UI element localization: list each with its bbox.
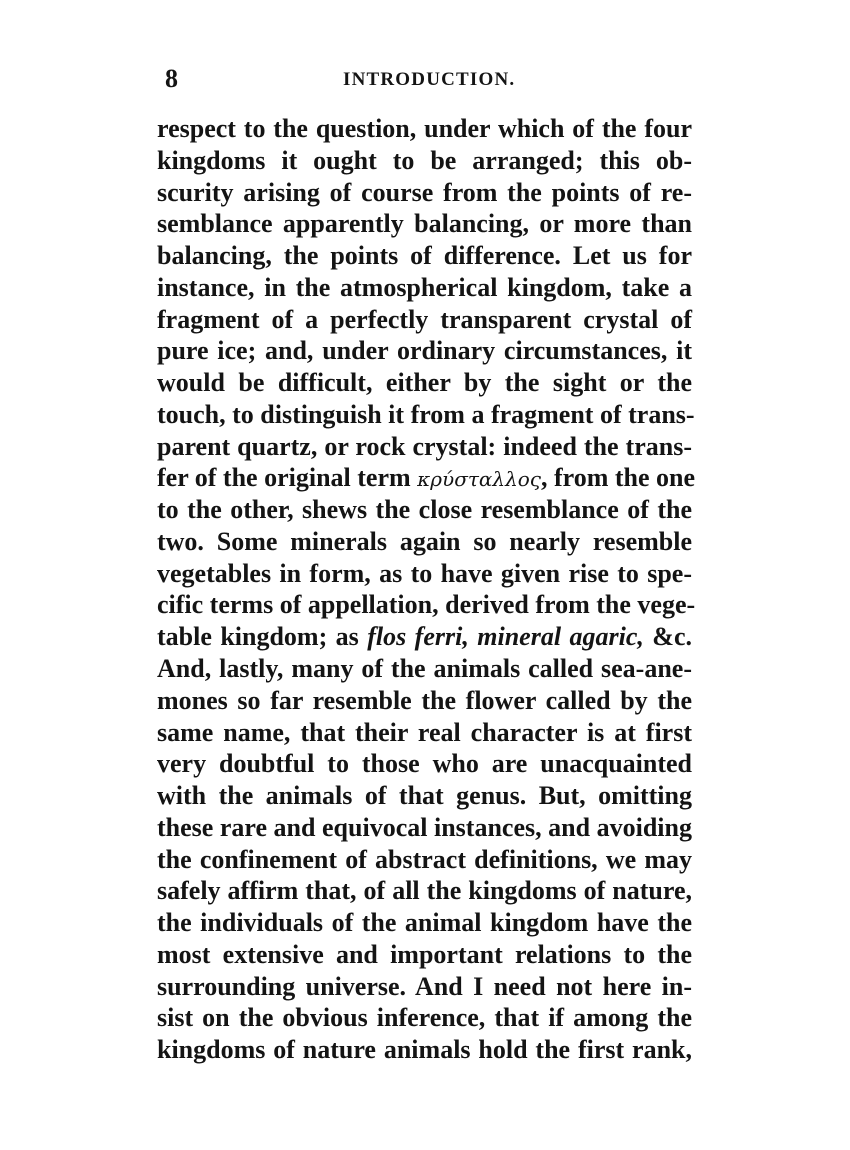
text-line: respect to the question, under which of the four xyxy=(157,114,692,143)
text-line: these rare and equivocal instances, and avoiding xyxy=(157,812,692,842)
body-text xyxy=(157,113,696,1066)
text-line: surrounding universe. And I need not here in- xyxy=(157,971,692,1001)
greek-word: κρύσταλλος xyxy=(417,467,542,492)
text-line: sist on the obvious inference, that if among the xyxy=(157,1003,692,1033)
text-line: most extensive and important relations to the xyxy=(157,939,692,969)
text-line: And, lastly, many of the animals called sea-ane- xyxy=(157,654,692,684)
text-line: very doubtful to those who are unacquainted xyxy=(157,749,692,779)
text-line: to the other, shews the close resemblance of the xyxy=(157,495,692,525)
page-number: 8 xyxy=(165,64,178,93)
text-line: mones so far resemble the flower called by the xyxy=(157,685,692,715)
text-line: parent quartz, or rock crystal: indeed the trans- xyxy=(157,431,692,461)
italic-terms: flos ferri, mineral agaric, xyxy=(367,622,644,652)
text-line: scurity arising of course from the points of re- xyxy=(157,177,692,207)
text-line: balancing, the points of difference. Let us for xyxy=(157,241,692,271)
text-line: two. Some minerals again so nearly resemble xyxy=(157,526,692,556)
text-line: touch, to distinguish it from a fragment of trans- xyxy=(157,399,695,429)
text-line: fer of the original term κρύσταλλος, from the one xyxy=(157,463,696,493)
text-line: safely affirm that, of all the kingdoms of nature, xyxy=(157,876,692,906)
text-line: cific terms of appellation, derived from the vege- xyxy=(157,590,696,620)
text-line: vegetables in form, as to have given rise to spe- xyxy=(157,558,692,588)
text-line: the individuals of the animal kingdom have the xyxy=(157,908,692,938)
text-line: kingdoms of nature animals hold the first rank, xyxy=(157,1035,692,1065)
text-line: table kingdom; as flos ferri, mineral agaric, &c. xyxy=(157,622,693,652)
text-line: pure ice; and, under ordinary circumstances, it xyxy=(157,336,692,366)
text-line: would be difficult, either by the sight or the xyxy=(157,368,692,398)
text-line: instance, in the atmospherical kingdom, take a xyxy=(157,272,692,302)
text-line: semblance apparently balancing, or more than xyxy=(157,209,692,239)
text-line: fragment of a perfectly transparent crystal of xyxy=(157,304,692,334)
running-head: INTRODUCTION. xyxy=(343,69,516,90)
text-line: kingdoms it ought to be arranged; this ob- xyxy=(157,145,692,175)
text-line: the confinement of abstract definitions, we may xyxy=(157,844,692,874)
text-line: with the animals of that genus. But, omitting xyxy=(157,781,692,811)
text-line: same name, that their real character is at first xyxy=(157,717,692,747)
